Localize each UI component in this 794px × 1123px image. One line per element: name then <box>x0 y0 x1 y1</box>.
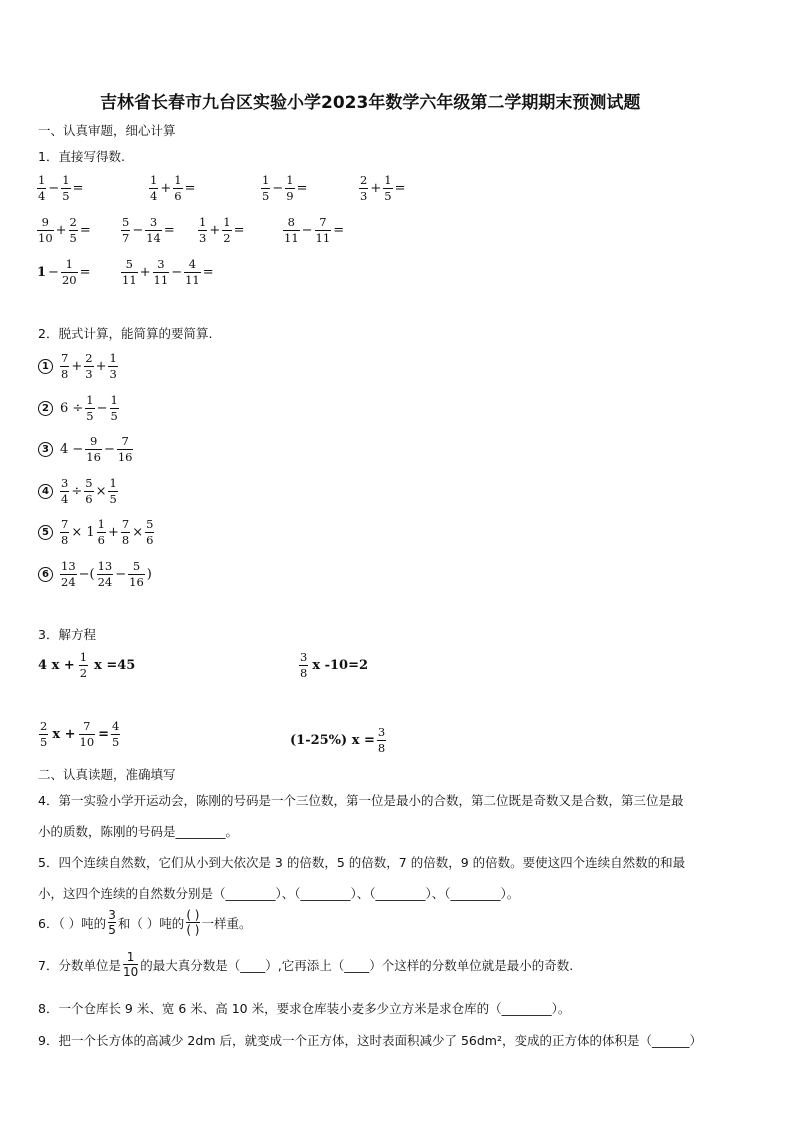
q1-item-7: $\frac{1}{3}$ + $\frac{1}{2}$ = <box>199 215 245 245</box>
q3-equation-3: $\frac{2}{5}$ x + $\frac{7}{10}$ = $\frac{4}{5}$ <box>40 719 120 749</box>
page-title: 吉林省长春市九台区实验小学2023年数学六年级第二学期期末预测试题 <box>100 93 641 113</box>
q1-item-6: $\frac{5}{7}$ − $\frac{3}{14}$ = <box>122 215 175 245</box>
q1-item-4: $\frac{2}{3}$ + $\frac{1}{5}$ = <box>360 173 406 203</box>
q1-item-9: 1 − $\frac{1}{20}$ = <box>37 257 91 287</box>
question-9: 9．把一个长方体的高减少 2dm 后，就变成一个正方体，这时表面积减少了 56dm²，变成的正方体的体积是（______） <box>38 1033 702 1048</box>
section-2-heading: 二、认真读题，准确填写 <box>38 767 176 782</box>
question-5-line-2: 小，这四个连续的自然数分别是（________）、（________）、（________）、（________）。 <box>38 886 520 901</box>
q1-item-3: $\frac{1}{5}$ − $\frac{1}{9}$ = <box>262 173 308 203</box>
question-3-label: 3．解方程 <box>38 627 96 642</box>
q2-item-3: 3 4 − $\frac{9}{16}$ − $\frac{7}{16}$ <box>38 435 134 464</box>
q3-equation-4: (1-25%) x = $\frac{3}{8}$ <box>290 725 386 755</box>
q2-item-1: 1 $\frac{7}{8}$ + $\frac{2}{3}$ + $\frac{1}{3}$ <box>38 352 119 381</box>
q1-item-5: $\frac{9}{10}$ + $\frac{2}{5}$ = <box>38 215 91 245</box>
question-4-line-1: 4．第一实验小学开运动会，陈刚的号码是一个三位数，第一位是最小的合数，第二位既是奇数又是合数，第三位是最 <box>38 793 684 808</box>
question-5-line-1: 5．四个连续自然数，它们从小到大依次是 3 的倍数，5 的倍数，7 的倍数，9 的倍数。要使这四个连续自然数的和最 <box>38 855 686 870</box>
question-1-label: 1．直接写得数. <box>38 149 125 164</box>
q1-item-1: $\frac{1}{4}$ − $\frac{1}{5}$ = <box>38 173 84 203</box>
question-7: 7．分数单位是 1 10 的最大真分数是（____）,它再添上（____）个这样的分数单位就是最小的奇数. <box>38 950 574 979</box>
q1-item-10: $\frac{5}{11}$ + $\frac{3}{11}$ − $\frac{4}{11}$ = <box>122 257 214 287</box>
question-4-line-2: 小的质数，陈刚的号码是________。 <box>38 824 239 839</box>
question-8: 8．一个仓库长 9 米、宽 6 米、高 10 米，要求仓库装小麦多少立方米是求仓库的（________）。 <box>38 1001 571 1016</box>
q1-item-8: $\frac{8}{11}$ − $\frac{7}{11}$ = <box>284 215 345 245</box>
section-1-heading: 一、认真审题，细心计算 <box>38 123 176 138</box>
q3-equation-2: $\frac{3}{8}$ x -10=2 <box>300 650 369 680</box>
q2-item-4: 4 $\frac{3}{4}$ ÷ $\frac{5}{6}$ × $\frac{1}{5}$ <box>38 477 119 506</box>
q2-item-5: 5 $\frac{7}{8}$ × 1 $\frac{1}{6}$ + $\frac{7}{8}$ × $\frac{5}{6}$ <box>38 518 155 547</box>
question-6: 6．（ ）吨的 3 5 和（ ）吨的 ( ) ( ) 一样重。 <box>38 908 252 937</box>
q1-item-2: $\frac{1}{4}$ + $\frac{1}{6}$ = <box>150 173 196 203</box>
question-2-label: 2．脱式计算，能简算的要简算. <box>38 326 213 341</box>
q2-item-2: 2 6 ÷ $\frac{1}{5}$ − $\frac{1}{5}$ <box>38 394 120 423</box>
q2-item-6: 6 $\frac{13}{24}$ −( $\frac{13}{24}$ − $\frac{5}{16}$ ) <box>38 560 153 589</box>
q3-equation-1: 4 x + $\frac{1}{2}$ x =45 <box>38 650 136 680</box>
